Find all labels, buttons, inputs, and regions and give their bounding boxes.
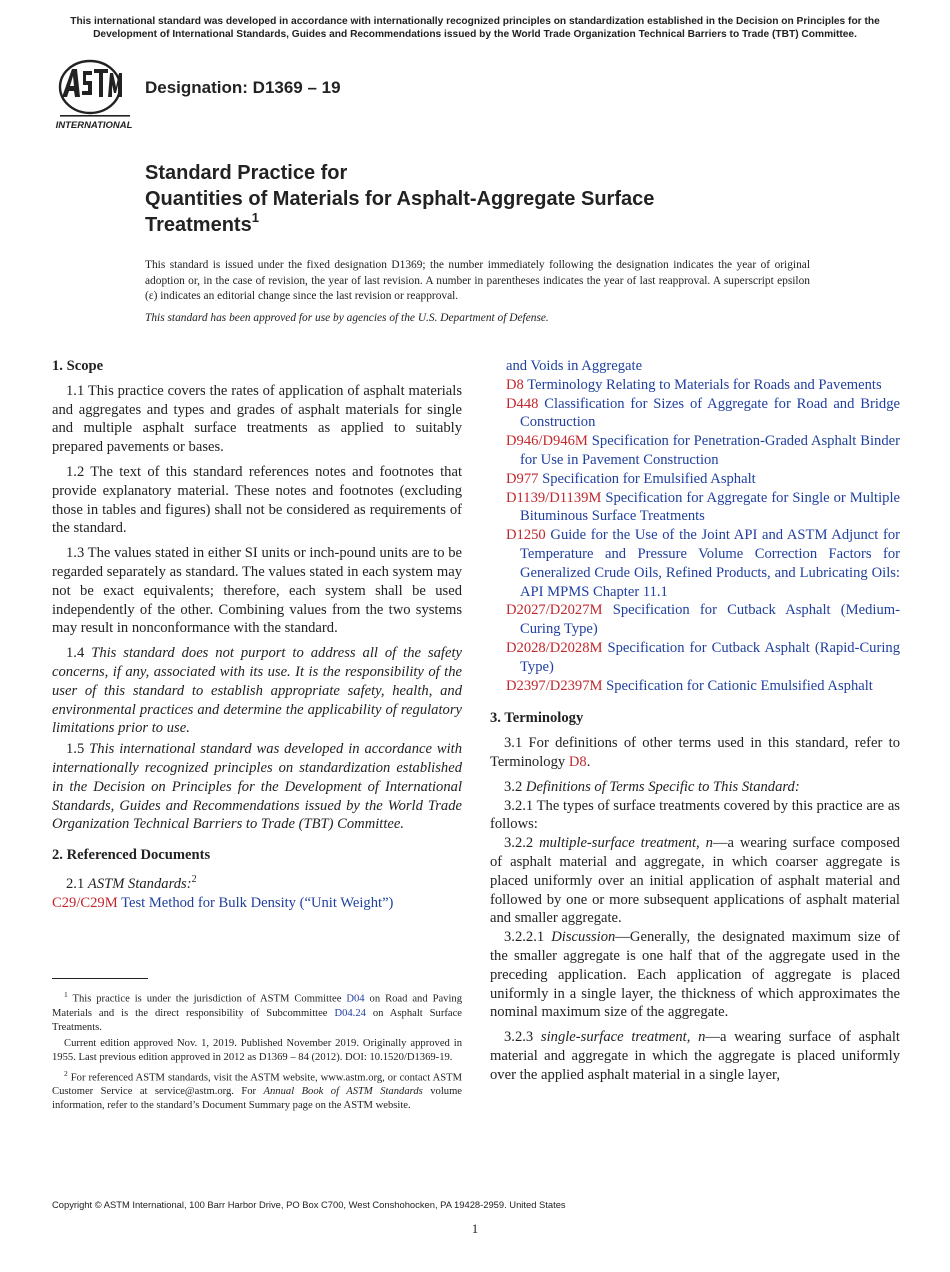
section-1-heading: 1. Scope	[52, 358, 104, 374]
ref-c29-continuation[interactable]: and Voids in Aggregate	[506, 358, 643, 374]
para-3-2-2-1: 3.2.2.1 Discussion—Generally, the designated maximum size of the smaller aggregate is one half that of the aggregate used in the preceding application. Each application of aggregate is placed uniformly in a single layer, the thickness of which approximates the nominal maximum size of the aggregate.	[490, 929, 900, 1021]
para-3-2-1: 3.2.1 The types of surface treatments covered by this practice are as follows:	[490, 797, 900, 833]
footnote-1-edition: Current edition approved Nov. 1, 2019. Published November 2019. Originally approved in 1955. Last previous edition approved in 2012 as D1369 – 84 (2012). DOI: 10.1520/D1369-19.	[52, 1037, 462, 1063]
ref-d946[interactable]: D946/D946M Specification for Penetration-Graded Asphalt Binder for Use in Pavement Construction	[506, 433, 900, 468]
title-line-2: Quantities of Materials for Asphalt-Aggregate Surface Treatments	[145, 188, 655, 236]
title-line-1: Standard Practice for	[145, 162, 348, 184]
left-column	[52, 357, 462, 912]
document-title	[145, 160, 845, 238]
section-2-heading: 2. Referenced Documents	[52, 847, 211, 864]
para-2-1: 2.1 ASTM Standards:$^2$	[66, 873, 197, 892]
copyright-footer: Copyright © ASTM International, 100 Barr Harbor Drive, PO Box C700, West Conshohocken, PA 19428-2959. United States	[52, 1199, 566, 1210]
ref-c29-first-line[interactable]: C29/C29M Test Method for Bulk Density (“Unit Weight”)	[52, 894, 394, 911]
footnotes	[52, 988, 462, 1115]
ref-d2397[interactable]: D2397/D2397M Specification for Cationic Emulsified Asphalt	[506, 677, 873, 694]
ref-d1250[interactable]: D1250 Guide for the Use of the Joint API and ASTM Adjunct for Temperature and Pressure Volume Correction Factors for Generalized Crude Oils, Refined Products, and Lubricating Oils: API MPMS Chapter 11.1	[506, 527, 900, 600]
para-1-3: 1.3 The values stated in either SI units or inch-pound units are to be regarded separately as standard. The values stated in each system may not be exact equivalents; therefore, each system shall be used independently of the other. Combining values from the two systems may result in nonconformance with the standard.	[52, 545, 462, 637]
ref-d8[interactable]: D8 Terminology Relating to Materials for Roads and Pavements	[506, 376, 882, 393]
para-3-2: 3.2 Definitions of Terms Specific to This Standard:	[504, 778, 800, 795]
right-column	[490, 357, 900, 1084]
top-standards-note: This international standard was developed in accordance with internationally recognized principles on standardization established in the Decision on Principles for the Development of International Standards, Guides and Recommendations issued by the World Trade Organization Technical Barriers to Trade (TBT) Committee.	[70, 16, 880, 40]
para-1-4: 1.4 This standard does not purport to address all of the safety concerns, if any, associated with its use. It is the responsibility of the user of this standard to establish appropriate safety, health, and environmental practices and determine the applicability of regulatory limitations prior to use.	[52, 645, 462, 737]
issuance-note: This standard is issued under the fixed designation D1369; the number immediately following the designation indicates the year of original adoption or, in the case of revision, the year of last revision. A number in parentheses indicates the year of last reapproval. A superscript epsilon (ε) indicates an editorial change since the last revision or reapproval.	[145, 259, 810, 302]
para-1-2: 1.2 The text of this standard references notes and footnotes that provide explanatory material. These notes and footnotes (excluding those in tables and figures) shall not be considered as requirements of the standard.	[52, 463, 462, 537]
para-3-1: 3.1 For definitions of other terms used in this standard, refer to Terminology D8.	[490, 735, 900, 770]
reference-list	[490, 376, 900, 696]
para-3-2-3: 3.2.3 single-surface treatment, n—a wearing surface of asphalt material and aggregate in which the aggregate is placed uniformly over the applied asphalt material in a single layer,	[490, 1029, 900, 1083]
link-d04-24[interactable]: D04.24	[334, 1007, 366, 1019]
section-3-heading: 3. Terminology	[490, 710, 584, 727]
ref-d448[interactable]: D448 Classification for Sizes of Aggregate for Road and Bridge Construction	[506, 395, 900, 431]
link-d04[interactable]: D04	[346, 993, 365, 1005]
ref-d977[interactable]: D977 Specification for Emulsified Asphalt	[506, 470, 756, 487]
footnote-rule	[52, 978, 148, 979]
footnote-1: $^1$ This practice is under the jurisdiction of ASTM Committee D04 on Road and Paving Materials and is the direct responsibility of Subcommittee D04.24 on Asphalt Surface Treatments.	[52, 990, 463, 1033]
designation: Designation: D1369 – 19	[145, 78, 341, 97]
para-1-5: 1.5 This international standard was developed in accordance with internationally recognized principles on standardization established in the Decision on Principles for the Development of International Standards, Guides and Recommendations issued by the World Trade Organization Technical Barriers to Trade (TBT) Committee.	[52, 741, 463, 833]
para-3-2-2: 3.2.2 multiple-surface treatment, n—a wearing surface composed of asphalt material and aggregate, in which coarser aggregate is placed uniformly over an initial application of asphalt material and followed by one or more subsequent applications of asphalt material and smaller aggregate.	[490, 835, 900, 927]
para-1-1: 1.1 This practice covers the rates of application of asphalt materials and aggregates and types and grades of asphalt materials for single and multiple asphalt surface treatments as applied to suitably prepared pavements or bases.	[52, 382, 462, 456]
ref-d2027[interactable]: D2027/D2027M Specification for Cutback Asphalt (Medium-Curing Type)	[506, 602, 900, 638]
logo-wordmark: INTERNATIONAL	[55, 120, 133, 131]
page-number: 1	[471, 1221, 479, 1236]
title-footnote-mark: 1	[251, 210, 259, 225]
ref-d2028[interactable]: D2028/D2028M Specification for Cutback Asphalt (Rapid-Curing Type)	[506, 639, 900, 675]
link-d8[interactable]: D8	[568, 753, 587, 770]
dod-approval-note: This standard has been approved for use by agencies of the U.S. Department of Defense.	[145, 312, 549, 324]
footnote-2: $^2$ For referenced ASTM standards, visit the ASTM website, www.astm.org, or contact ASTM Customer Service at service@astm.org. For Annual Book of ASTM Standards volume information, refer to the standard’s Document Summary page on the ASTM website.	[52, 1068, 463, 1112]
astm-logo	[50, 57, 136, 133]
ref-d1139[interactable]: D1139/D1139M Specification for Aggregate for Single or Multiple Bituminous Surface Treatments	[506, 489, 900, 525]
